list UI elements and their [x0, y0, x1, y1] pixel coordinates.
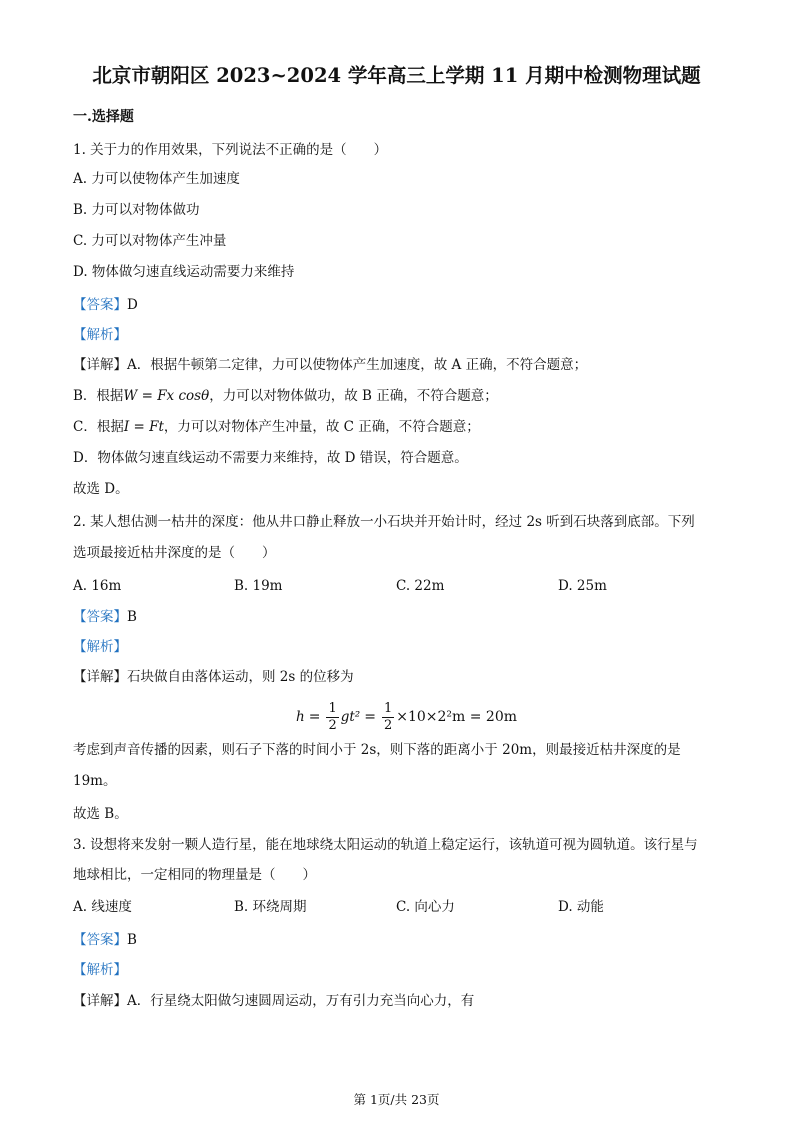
- q2-option-c: C. 22m: [396, 578, 445, 594]
- fraction-half: [382, 701, 394, 734]
- detail-label: 【详解】: [73, 993, 127, 1009]
- detail-label: 【详解】: [73, 669, 127, 685]
- q1-conclusion: 故选 D。: [73, 481, 129, 497]
- page-footer: 第 1页/共 23页: [353, 1092, 440, 1107]
- formula-equals: =: [364, 709, 376, 725]
- q3-stem-line2: 地球相比，一定相同的物理量是（ ）: [73, 867, 316, 883]
- detail-label: 【详解】: [73, 357, 127, 373]
- q1-option-d: D. 物体做匀速直线运动需要力来维持: [73, 264, 295, 280]
- answer-value: B: [127, 932, 137, 948]
- q3-detail-1: [73, 992, 474, 1010]
- fraction-denominator: 2: [328, 717, 337, 733]
- formula-gt2: gt²: [340, 709, 361, 725]
- q2-stem-line2: 选项最接近枯井深度的是（ ）: [73, 545, 276, 561]
- fraction-half: [326, 701, 338, 734]
- q2-option-a: A. 16m: [73, 578, 122, 594]
- q1-option-b: B. 力可以对物体做功: [73, 202, 200, 218]
- fraction-numerator: 1: [328, 700, 337, 716]
- formula-equals: =: [308, 709, 321, 725]
- formula-result: ×10×2²m = 20m: [396, 709, 518, 725]
- q1-detail-b: [73, 387, 498, 405]
- q2-detail-3: 19m。: [73, 773, 117, 789]
- q2-conclusion: 故选 B。: [73, 806, 128, 822]
- section-heading: 一.选择题: [73, 109, 134, 125]
- answer-value: B: [127, 609, 137, 625]
- q1-detail-c: [73, 418, 480, 436]
- detail-text: 石块做自由落体运动，则 2s 的位移为: [127, 669, 354, 685]
- q1-option-a: A. 力可以使物体产生加速度: [73, 171, 240, 187]
- q3-option-d: D. 动能: [558, 899, 604, 915]
- q3-answer: [73, 931, 137, 949]
- answer-value: D: [127, 297, 138, 313]
- q1-detail-a: [73, 356, 587, 374]
- q2-stem-line1: 2. 某人想估测一枯井的深度：他从井口静止释放一小石块并开始计时，经过 2s 听到石块落到底部。下列: [73, 514, 695, 530]
- q3-analysis-label: 【解析】: [73, 962, 127, 978]
- detail-text: A．行星绕太阳做匀速圆周运动，万有引力充当向心力，有: [127, 993, 475, 1009]
- formula-h: h: [296, 709, 305, 725]
- detail-text: ，力可以对物体产生冲量，故 C 正确，不符合题意；: [163, 419, 480, 435]
- detail-text: ，力可以对物体做功，故 B 正确，不符合题意；: [209, 388, 498, 404]
- page-title: 北京市朝阳区 2023~2024 学年高三上学期 11 月期中检测物理试题: [92, 64, 701, 87]
- detail-text: A．根据牛顿第二定律，力可以使物体产生加速度，故 A 正确，不符合题意；: [127, 357, 588, 373]
- detail-text: C．根据: [73, 419, 124, 435]
- answer-label: 【答案】: [73, 932, 127, 948]
- q1-detail-d: D．物体做匀速直线运动不需要力来维持，故 D 错误，符合题意。: [73, 450, 468, 466]
- fraction-numerator: 1: [383, 700, 393, 716]
- impulse-formula: I = Ft: [123, 419, 164, 435]
- answer-label: 【答案】: [73, 609, 127, 625]
- q2-option-b: B. 19m: [234, 578, 283, 594]
- q3-stem-line1: 3. 设想将来发射一颗人造行星，能在地球绕太阳运动的轨道上稳定运行，该轨道可视为圆轨道。该行星与: [73, 837, 698, 853]
- q1-option-c: C. 力可以对物体产生冲量: [73, 233, 227, 249]
- q3-option-c: C. 向心力: [396, 899, 455, 915]
- q2-option-d: D. 25m: [558, 578, 607, 594]
- free-fall-formula: [296, 697, 517, 737]
- q3-option-a: A. 线速度: [73, 899, 132, 915]
- q3-option-b: B. 环绕周期: [234, 899, 307, 915]
- q1-stem: 1. 关于力的作用效果，下列说法不正确的是（ ）: [73, 142, 388, 158]
- q2-answer: [73, 608, 137, 626]
- answer-label: 【答案】: [73, 297, 127, 313]
- q1-analysis-label: 【解析】: [73, 327, 127, 343]
- fraction-denominator: 2: [383, 717, 393, 733]
- q2-analysis-label: 【解析】: [73, 639, 127, 655]
- work-formula: W = Fx cosθ: [123, 388, 210, 404]
- q1-answer: [73, 296, 138, 314]
- q2-detail-2: 考虑到声音传播的因素，则石子下落的时间小于 2s，则下落的距离小于 20m，则最接近枯井深度的是: [73, 742, 681, 758]
- q2-detail-1: [73, 668, 354, 686]
- detail-text: B．根据: [73, 388, 124, 404]
